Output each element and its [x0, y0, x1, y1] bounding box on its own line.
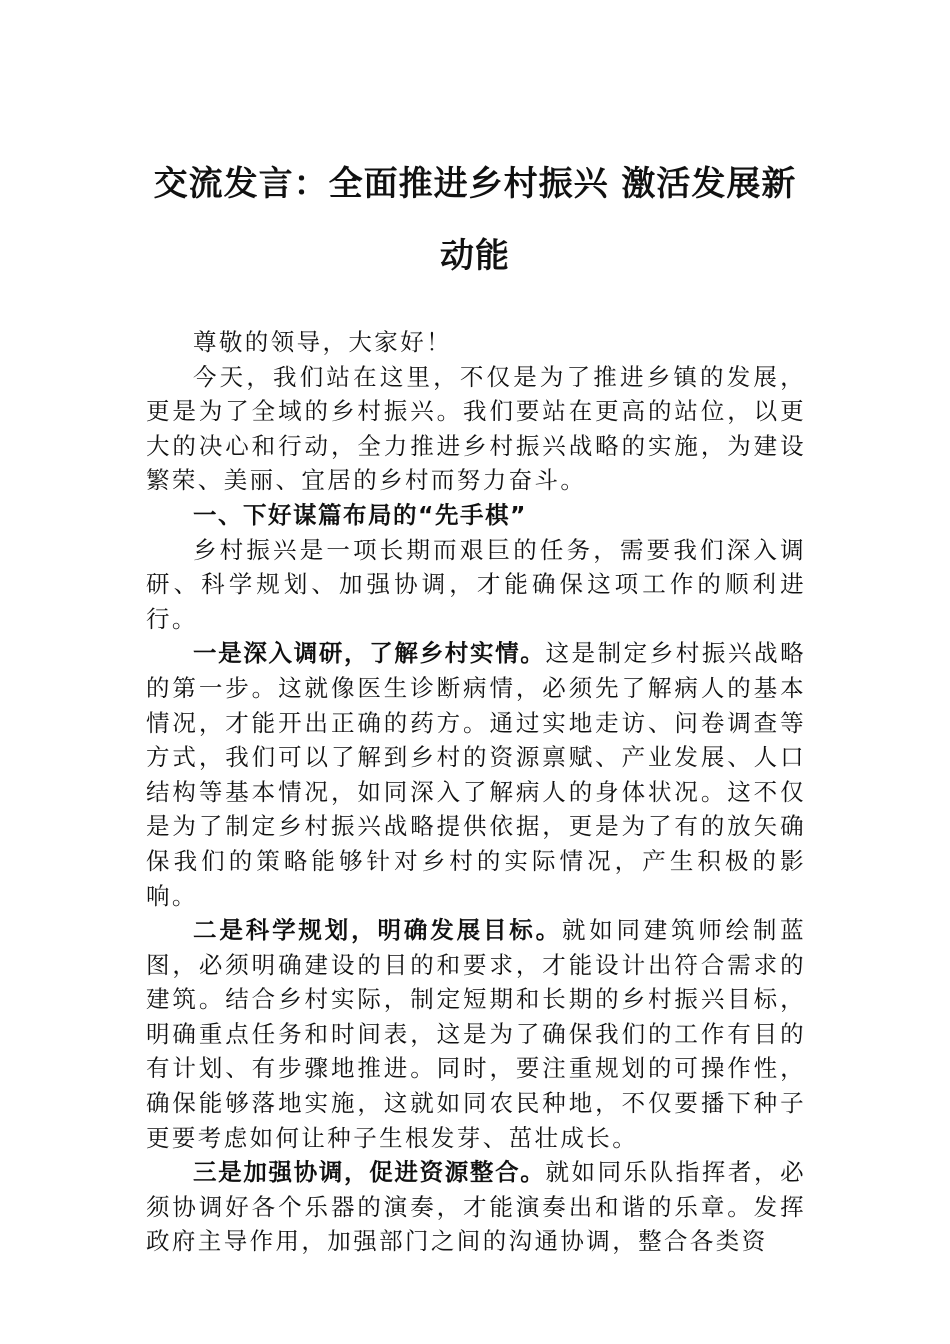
point-text-1: 这是制定乡村振兴战略的第一步。这就像医生诊断病情，必须先了解病人的基本情况，才能开出正确的药方。通过实地走访、问卷调查等方式，我们可以了解到乡村的资源禀赋、产业发展、人口结构等基本情况，如同深入了解病人的身体状况。这不仅是为了制定乡村振兴战略提供依据，更是为了有的放矢确保我们的策略能够针对乡村的实际情况，产生积极的影响。 [146, 639, 807, 910]
point-paragraph-1 [146, 636, 806, 913]
point-paragraph-2 [146, 913, 806, 1155]
point-lead-3: 三是加强协调，促进资源整合。 [193, 1158, 546, 1187]
section-heading: 一、下好谋篇布局的“先手棋” [193, 500, 527, 529]
point-lead-1: 一是深入调研，了解乡村实情。 [193, 639, 546, 668]
greeting-paragraph: 尊敬的领导，大家好！ [193, 328, 452, 356]
point-lead-2: 二是科学规划，明确发展目标。 [193, 916, 563, 945]
intro-paragraph: 今天，我们站在这里，不仅是为了推进乡镇的发展，更是为了全域的乡村振兴。我们要站在更高的站位，以更大的决心和行动，全力推进乡村振兴战略的实施，为建设繁荣、美丽、宜居的乡村而努力奋斗。 [146, 362, 806, 495]
document-body [146, 325, 806, 1259]
point-text-2: 就如同建筑师绘制蓝图，必须明确建设的目的和要求，才能设计出符合需求的建筑。结合乡村实际，制定短期和长期的乡村振兴目标，明确重点任务和时间表，这是为了确保我们的工作有目的有计划、有步骤地推进。同时，要注重规划的可操作性，确保能够落地实施，这就如同农民种地，不仅要播下种子更要考虑如何让种子生根发芽、茁壮成长。 [146, 916, 807, 1152]
document-title: 交流发言：全面推进乡村振兴 激活发展新动能 [153, 164, 797, 276]
section-summary-paragraph: 乡村振兴是一项长期而艰巨的任务，需要我们深入调研、科学规划、加强协调，才能确保这项工作的顺利进行。 [146, 535, 806, 633]
point-paragraph-3 [146, 1155, 806, 1259]
point-text-3: 就如同乐队指挥者，必须协调好各个乐器的演奏，才能演奏出和谐的乐章。发挥政府主导作用，加强部门之间的沟通协调，整合各类资 [146, 1158, 807, 1256]
